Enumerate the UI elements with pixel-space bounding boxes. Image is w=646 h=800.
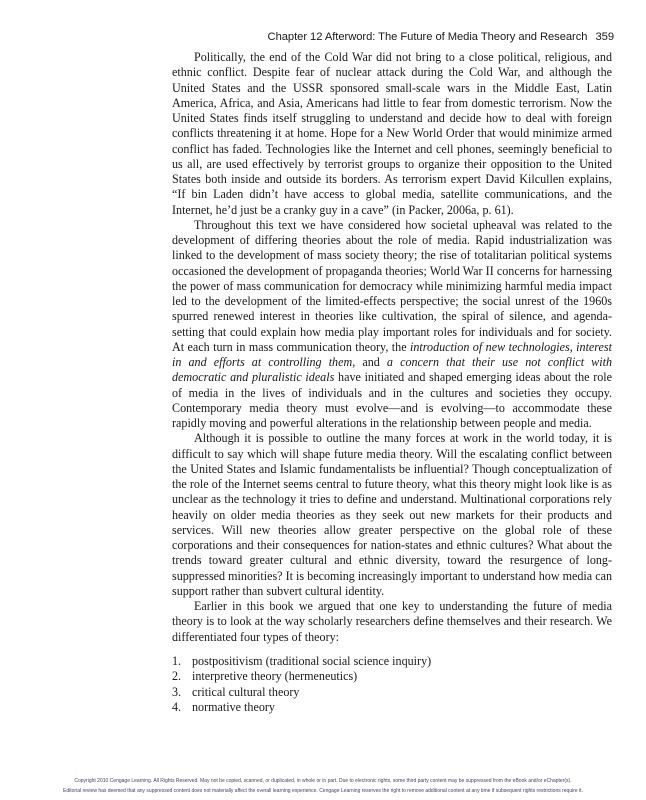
italic-phrase-new-technologies: introduction of new technologies, interest in and efforts at controlling them, (172, 339, 612, 369)
paragraph-societal-upheaval (172, 218, 612, 432)
copyright-notice: Copyright 2010 Cengage Learning. All Rights Reserved. May not be copied, scanned, or duplicated, in whole or in part. Due to electronic rights, some third party content may be suppressed from the eBook and/or eChapter(s). (74, 778, 572, 784)
body-text (172, 50, 612, 716)
paragraph-four-theories: Earlier in this book we argued that one key to understanding the future of media theory is to look at the way scholarly researchers define themselves and their research. We differentiated four types of theory: (172, 599, 612, 644)
paragraph-text: and (355, 355, 387, 369)
list-item (172, 685, 612, 701)
italic-phrase-democratic-ideals: a concern that their use not conflict with democratic and pluralistic ideals (172, 355, 613, 385)
list-item-number: 2. (172, 669, 182, 684)
list-item-number: 1. (172, 653, 182, 668)
theory-list (172, 654, 612, 716)
list-item (172, 669, 612, 685)
list-item-number: 3. (172, 684, 182, 699)
paragraph-text: have initiated and shaped emerging ideas about the role of media in the lives of individuals and in the cultures and societies they occupy. Contemporary media theory must evolve—and is evolving—to accommodate these rapidly moving and powerful alterations in the relationship between people and media. (172, 370, 612, 430)
list-item-text: critical cultural theory (192, 684, 300, 699)
paragraph-cold-war: Politically, the end of the Cold War did not bring to a close political, religious, and ethnic conflict. Despite fear of nuclear attack during the Cold War, and although the United States and the USSR sponsored small-scale wars in the Middle East, Latin America, Africa, and Asia, Americans had little to fear from domestic terrorism. Now the United States finds itself struggling to understand and decide how to deal with foreign conflicts threatening it at home. Hope for a New World Order that would minimize armed conflict has faded. Technologies like the Internet and cell phones, seemingly beneficial to us all, are used effectively by terrorist groups to organize their opposition to the United States both inside and outside its borders. As terrorism expert David Kilcullen explains, “If bin Laden didn’t have access to global media, satellite communications, and the Internet, he’d just be a cranky guy in a cave” (in Packer, 2006a, p. 61). (172, 50, 612, 217)
paragraph-text: Throughout this text we have considered how societal upheaval was related to the development of differing theories about the role of media. Rapid industrialization was linked to the development of mass society theory; the rise of totalitarian political systems occasioned the development of propaganda theories; World War II concerns for harnessing the power of mass communication for democracy while minimizing harmful media impact led to the development of the limited-effects perspective; the social unrest of the 1960s spurred renewed interest in theories like cultivation, the spiral of silence, and agenda-setting that could explain how media play important roles for individuals and for society. At each turn in mass communication theory, the (172, 217, 612, 354)
list-item-text: interpretive theory (hermeneutics) (192, 669, 358, 684)
list-item-text: postpositivism (traditional social science inquiry) (192, 653, 432, 668)
editorial-notice: Editorial review has deemed that any suppressed content does not materially affect the overall learning experience. Cengage Learning reserves the right to remove additional content at any time if subsequent rights restrictions require it. (63, 788, 583, 794)
list-item (172, 654, 612, 670)
list-item-number: 4. (172, 700, 182, 715)
running-head (258, 31, 614, 43)
list-item (172, 700, 612, 716)
list-item-text: normative theory (192, 700, 275, 715)
paragraph-future-forces: Although it is possible to outline the many forces at work in the world today, it is difficult to say which will shape future media theory. Will the escalating conflict between the United States and Islamic fundamentalists be influential? Though conceptualization of the role of the Internet seems central to future theory, what this theory might look like is as unclear as the technology it tries to define and understand. Multinational corporations rely heavily on older media theories as they seek out new markets for their products and services. Will new theories allow greater perspective on the global role of these corporations and their consequences for nation-states and ethnic cultures? What about the trends toward greater cultural and ethnic diversity, toward the resurgence of long-suppressed minorities? It is becoming increasingly important to understand how media can support rather than subvert cultural identity. (172, 431, 612, 598)
page-number: 359 (595, 31, 614, 43)
chapter-title: Chapter 12 Afterword: The Future of Media Theory and Research (267, 31, 588, 43)
